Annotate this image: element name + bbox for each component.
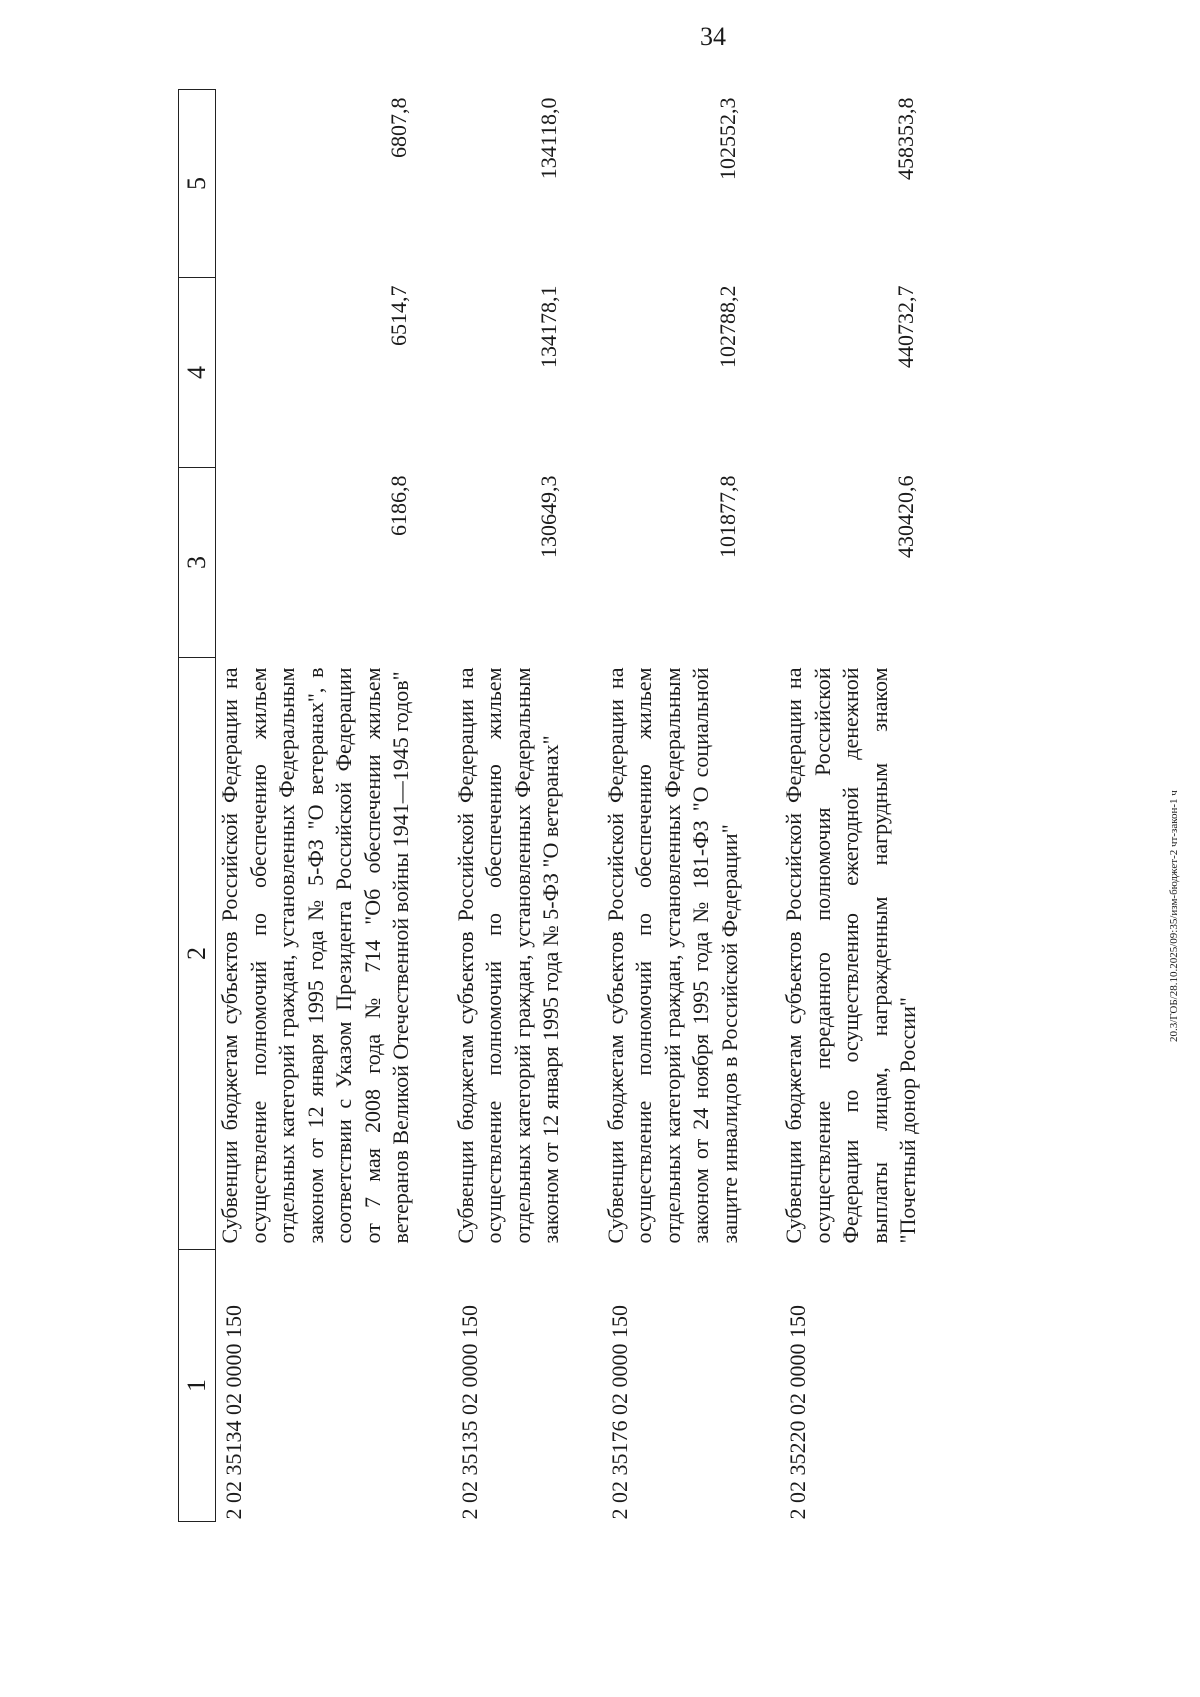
table-row — [602, 90, 781, 1522]
row-value-col5: 458353,8 — [893, 97, 918, 180]
table-row — [780, 90, 959, 1522]
budget-table — [178, 89, 959, 1522]
column-header-3: 3 — [179, 468, 216, 658]
row-description: Субвенции бюджетам субъектов Российской Федерации на осуществление полномочий по обеспечению жильем отдельных категорий граждан, установленных Федеральным законом от 24 ноября 1995 года № 181-ФЗ "О социальной защите инвалидов в Российской Федерации" — [602, 667, 742, 1244]
footer-document-code: 20.3/ГОБ/28.10.2025/09:35/изм-бюджет-2 чт-закон-1 ч — [1168, 790, 1180, 1042]
column-header-1: 1 — [179, 1250, 216, 1522]
row-value-col5: 102552,3 — [714, 97, 740, 180]
rotated-table-container — [178, 90, 1078, 1522]
row-description: Субвенции бюджетам субъектов Российской Федерации на осуществление полномочий по обеспечению жильем отдельных категорий граждан, установленных Федеральным законом от 12 января 1995 года № 5-ФЗ "О ветеранах", в соответствии с Указом Президента Российской Федерации от 7 мая 2008 года № 714 "Об обеспечении жильем ветеранов Великой Отечественной войны 1941—1945 годов" — [217, 667, 413, 1244]
row-value-col5: 134118,0 — [536, 97, 561, 180]
row-description: Субвенции бюджетам субъектов Российской Федерации на осуществление полномочий по обеспечению жильем отдельных категорий граждан, установленных Федеральным законом от 12 января 1995 года № 5-ФЗ "О ветеранах" — [452, 667, 563, 1244]
row-description-cell — [602, 658, 781, 1250]
row-value-col5: 6807,8 — [386, 97, 411, 158]
row-code: 2 02 35220 02 0000 150 — [785, 1305, 810, 1520]
row-code: 2 02 35135 02 0000 150 — [456, 1305, 482, 1520]
row-code: 2 02 35134 02 0000 150 — [221, 1305, 246, 1520]
row-value-col3: 130649,3 — [536, 475, 561, 558]
row-value-col3: 6186,8 — [386, 475, 411, 536]
row-description-cell — [452, 658, 602, 1250]
row-value-col4: 134178,1 — [536, 285, 561, 368]
row-description-cell — [216, 658, 452, 1250]
row-value-col3: 430420,6 — [893, 475, 918, 558]
page-number: 34 — [700, 22, 726, 51]
table-row — [452, 90, 602, 1522]
row-description: Субвенции бюджетам субъектов Российской Федерации на осуществление переданного полномочия Российской Федерации по осуществлению ежегодной денежной выплаты лицам, награжденным нагрудным знаком "Почетный донор России" — [781, 667, 920, 1244]
row-value-col4: 6514,7 — [386, 285, 411, 346]
row-description-cell — [780, 658, 959, 1250]
table-header-row — [179, 90, 216, 1522]
column-header-5: 5 — [179, 90, 216, 278]
table-row — [216, 90, 452, 1522]
column-header-4: 4 — [179, 278, 216, 468]
row-value-col4: 440732,7 — [893, 285, 918, 368]
column-header-2: 2 — [179, 658, 216, 1250]
row-value-col4: 102788,2 — [714, 285, 740, 368]
row-value-col3: 101877,8 — [714, 475, 740, 558]
row-code: 2 02 35176 02 0000 150 — [606, 1305, 632, 1520]
